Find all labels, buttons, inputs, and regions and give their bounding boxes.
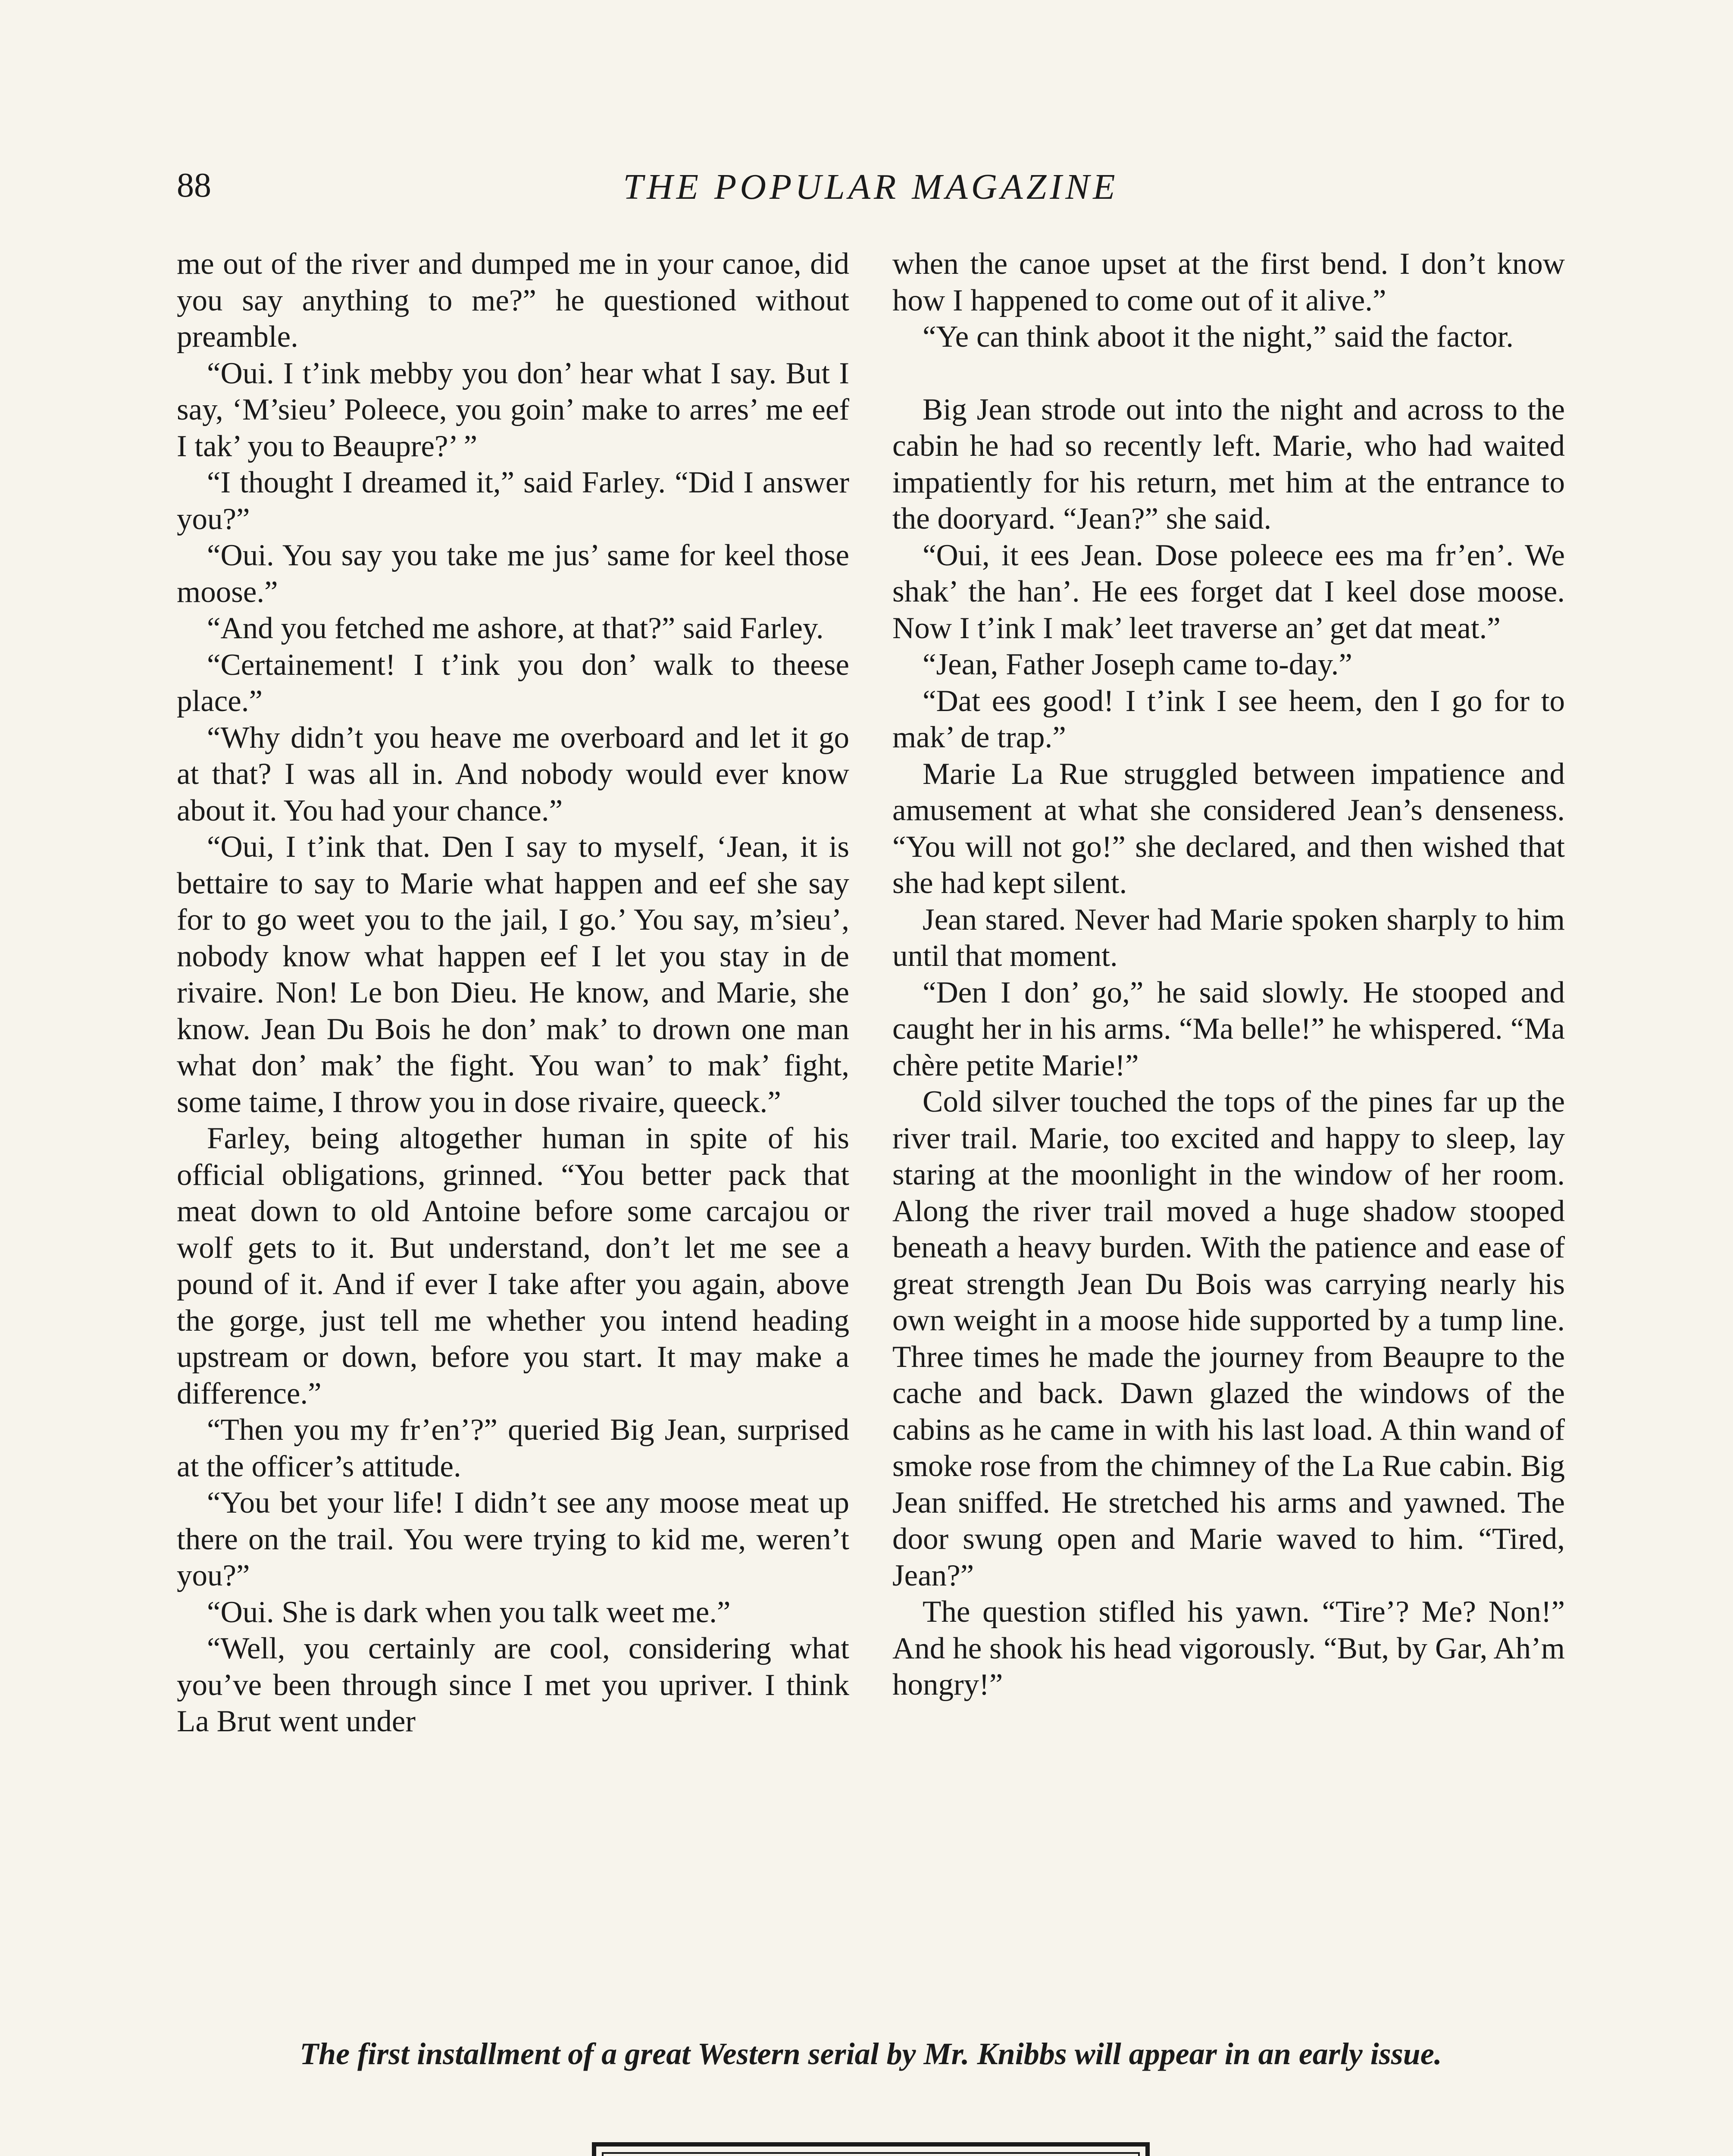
- paragraph: “Oui. I t’ink mebby you don’ hear what I say. But I say, ‘M’sieu’ Poleece, you goin’ make to arres’ me eef I tak’ you to Beaupre?’ ”: [177, 356, 849, 463]
- paragraph: “Ye can think aboot it the night,” said the factor.: [923, 320, 1514, 354]
- paragraph: “Oui, I t’ink that. Den I say to myself, ‘Jean, it is bettaire to say to Marie what happen and eef she say for to go weet you to the jail, I go.’ You say, m’sieu’, nobody know what happen eef I let you stay in de rivaire. Non! Le bon Dieu. He know, and Marie, she know. Jean Du Bois he don’ mak’ to drown one man what don’ mak’ the fight. You wan’ to mak’ fight, some taime, I throw you in dose rivaire, queeck.”: [177, 830, 849, 1119]
- paragraph: “Dat ees good! I t’ink I see heem, den I go for to mak’ de trap.”: [892, 684, 1565, 754]
- paragraph: “And you fetched me ashore, at that?” said Farley.: [207, 611, 824, 645]
- paragraph: “Den I don’ go,” he said slowly. He stooped and caught her in his arms. “Ma belle!” he whispered. “Ma chère petite Marie!”: [892, 975, 1565, 1082]
- paragraph: “You bet your life! I didn’t see any moose meat up there on the trail. You were trying to kid me, weren’t you?”: [177, 1486, 849, 1592]
- paragraph: Cold silver touched the tops of the pines far up the river trail. Marie, too excited and happy to sleep, lay staring at the moonlight in the window of her room. Along the river trail moved a huge shadow stooped beneath a heavy burden. With the patience and ease of great strength Jean Du Bois was carrying nearly his own weight in a moose hide supported by a tump line. Three times he made the journey from Beaupre to the cache and back. Dawn glazed the windows of the cabins as he came in with his last load. A thin wand of smoke rose from the chimney of the La Rue cabin. Big Jean sniffed. He stretched his arms and yawned. The door swung open and Marie waved to him. “Tired, Jean?”: [892, 1085, 1565, 1592]
- editorial-note: The first installment of a great Western serial by Mr. Knibbs will appear in an early issue.: [300, 2037, 1442, 2071]
- page-header: [177, 166, 1565, 213]
- paragraph: “Oui, it ees Jean. Dose poleece ees ma fr’en’. We shak’ the han’. He ees forget dat I keel dose moose. Now I t’ink I mak’ leet traverse an’ get dat meat.”: [892, 538, 1565, 645]
- paragraph: The question stifled his yawn. “Tire’? Me? Non!” And he shook his head vigorously. “But, by Gar, Ah’m hongry!”: [892, 1595, 1565, 1702]
- paragraph: Big Jean strode out into the night and across to the cabin he had so recently left. Marie, who had waited impatiently for his return, met him at the entrance to the dooryard. “Jean?” she said.: [892, 392, 1565, 536]
- paragraph: “Then you my fr’en’?” queried Big Jean, surprised at the officer’s attitude.: [177, 1413, 849, 1483]
- right-text-column: [892, 246, 1565, 1703]
- running-title: THE POPULAR MAGAZINE: [623, 167, 1119, 207]
- paragraph: Farley, being altogether human in spite of his official obligations, grinned. “You better pack that meat down to old Antoine before some carcajou or wolf gets to it. But understand, don’t let me see a pound of it. And if ever I take after you again, above the gorge, just tell me whether you intend heading upstream or down, before you start. It may make a difference.”: [177, 1122, 849, 1410]
- paragraph: Jean stared. Never had Marie spoken sharply to him until that moment.: [892, 903, 1565, 973]
- paragraph: when the canoe upset at the first bend. I don’t know how I happened to come out of it alive.”: [892, 247, 1565, 317]
- page-number: 88: [177, 166, 211, 204]
- paragraph: “Jean, Father Joseph came to-day.”: [923, 648, 1352, 681]
- paragraph: “Oui. You say you take me jus’ same for keel those moose.”: [177, 539, 849, 609]
- paragraph: “Well, you certainly are cool, considering what you’ve been through since I met you upriver. I think La Brut went under: [177, 1632, 849, 1738]
- ornamental-vignette: [591, 2141, 1151, 2156]
- paragraph: “Why didn’t you heave me overboard and let it go at that? I was all in. And nobody would ever know about it. You had your chance.”: [177, 721, 849, 827]
- left-text-column: [177, 246, 849, 1740]
- paragraph: Marie La Rue struggled between impatience and amusement at what she considered Jean’s denseness. “You will not go!” she declared, and then wished that she had kept silent.: [892, 757, 1565, 900]
- paragraph: “Certainement! I t’ink you don’ walk to theese place.”: [177, 648, 849, 718]
- paragraph: “I thought I dreamed it,” said Farley. “Did I answer you?”: [177, 466, 849, 536]
- paragraph: “Oui. She is dark when you talk weet me.”: [207, 1595, 731, 1629]
- paragraph: me out of the river and dumped me in your canoe, did you say anything to me?” he questioned without preamble.: [177, 247, 849, 354]
